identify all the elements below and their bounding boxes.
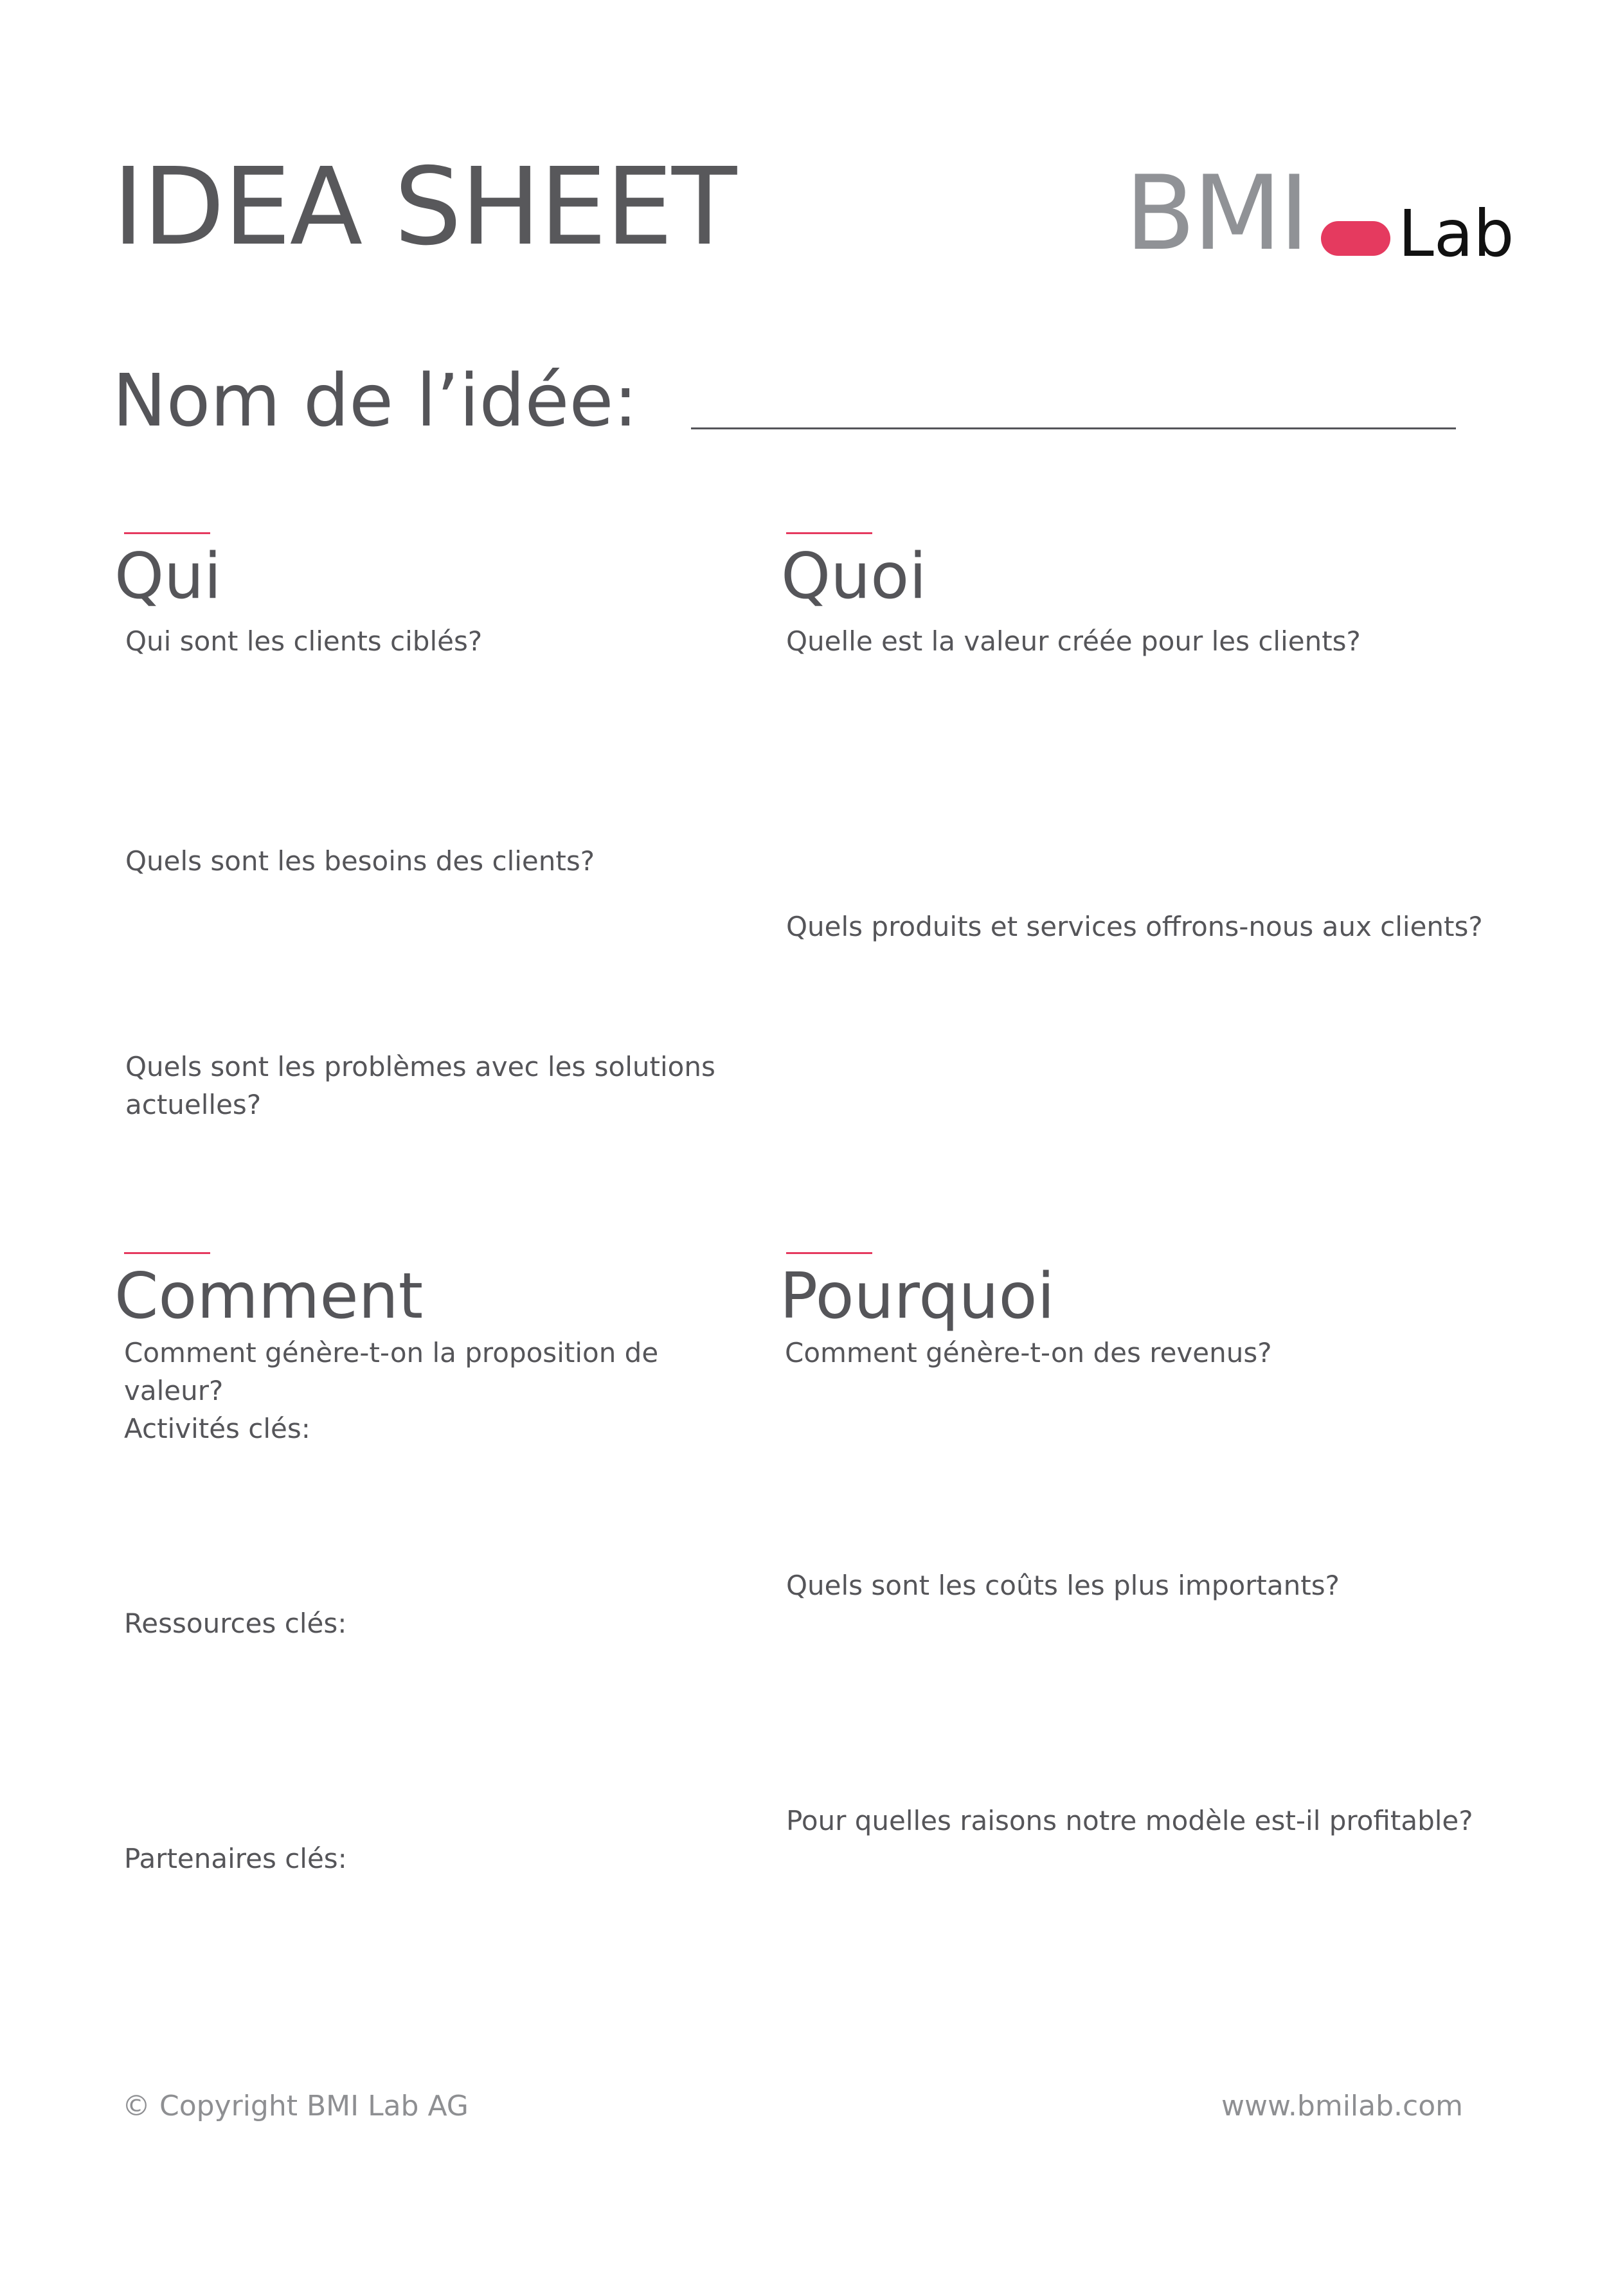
footer-website-link[interactable]: www.bmilab.com (1221, 2090, 1463, 2122)
idea-name-label: Nom de l’idée: (112, 359, 638, 443)
section-title-comment: Comment (114, 1260, 424, 1333)
qui-accent-line (124, 532, 210, 534)
logo-lab-text: Lab (1398, 196, 1514, 271)
question-qui-3: Quels sont les problèmes avec les solutions actuelles? (125, 1051, 715, 1120)
footer-copyright: © Copyright BMI Lab AG (122, 2090, 469, 2122)
bmi-lab-logo (1125, 153, 1514, 273)
section-title-quoi: Quoi (781, 540, 927, 613)
logo-bmi-text: BMI (1125, 153, 1307, 273)
question-comment-4: Partenaires clés: (124, 1843, 347, 1874)
question-qui-1: Qui sont les clients ciblés? (125, 625, 483, 657)
question-quoi-1: Quelle est la valeur créée pour les clients? (786, 625, 1361, 657)
section-title-qui: Qui (114, 540, 222, 613)
question-pourquoi-2: Quels sont les coûts les plus importants? (786, 1570, 1340, 1601)
question-comment-3: Ressources clés: (124, 1608, 347, 1639)
question-pourquoi-1: Comment génère-t-on des revenus? (785, 1337, 1272, 1368)
quoi-accent-line (786, 532, 872, 534)
logo-pill-icon (1321, 221, 1390, 256)
page-title: IDEA SHEET (112, 145, 736, 269)
question-comment-2: Activités clés: (124, 1413, 310, 1444)
comment-accent-line (124, 1252, 210, 1254)
question-qui-2: Quels sont les besoins des clients? (125, 845, 595, 877)
pourquoi-accent-line (786, 1252, 872, 1254)
section-title-pourquoi: Pourquoi (780, 1260, 1055, 1333)
question-quoi-2: Quels produits et services offrons-nous aux clients? (786, 911, 1483, 942)
question-pourquoi-3: Pour quelles raisons notre modèle est-il profitable? (786, 1805, 1473, 1836)
question-comment-1: Comment génère-t-on la proposition de valeur? (124, 1337, 659, 1406)
idea-name-input-line[interactable] (691, 427, 1456, 429)
